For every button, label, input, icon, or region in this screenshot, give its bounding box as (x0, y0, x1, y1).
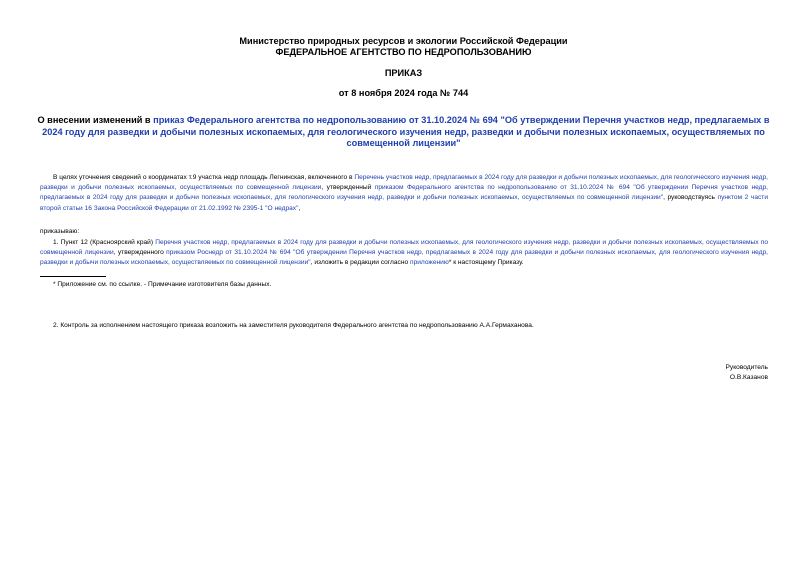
title-prefix: О внесении изменений в (37, 115, 154, 125)
para3-text-b: , утвержденного (113, 249, 167, 257)
paragraph-item-1 (40, 238, 768, 269)
agency-name: ФЕДЕРАЛЬНОЕ АГЕНТСТВО ПО НЕДРОПОЛЬЗОВАНИЮ (275, 47, 532, 57)
paragraph-preamble (40, 173, 768, 214)
signatory-name: О.В.Казанов (729, 374, 768, 382)
footnote-text: * Приложение см. по ссылке. - Примечание изготовителя базы данных. (53, 281, 272, 288)
signatory-position: Руководитель (725, 364, 768, 371)
para1-text-d: , (298, 204, 301, 212)
footnote (40, 280, 768, 290)
para1-link-order[interactable]: приказом Федерального агентства по недропользованию от 31.10.2024 № 694 "Об утверждении Перечня участков недр, предлагаемых в 2024 году для разведки и добычи полезных ископаемых, для геологического изучения недр, разведки и добычи полезных ископаемых, осуществляемых по совмещенной лицензии" (40, 184, 768, 202)
order-label: ПРИКАЗ (384, 68, 423, 78)
footnote-divider (40, 276, 106, 277)
para1-link-list[interactable]: Перечень участков недр, предлагаемых в 2024 году для разведки и добычи полезных ископаемых, для геологического изучения недр, разведки и добычи полезных ископаемых, осуществляемых по совмещенной лицензии (40, 174, 768, 192)
para3-link-order[interactable]: приказом Роснедр от 31.10.2024 № 694 "Об утверждении Перечня участков недр, предлагаемых в 2024 году для разведки и добычи полезных ископаемых, для геологического изучения недр, разведки и добычи полезных ископаемых, осуществляемых по совмещенной лицензии" (40, 249, 768, 267)
para4-text: 2. Контроль за исполнением настоящего приказа возложить на заместителя руководителя Федерального агентства по недропользованию А.А.Гермаханова. (53, 322, 534, 329)
para1-link-law[interactable]: пунктом 2 части второй статьи 16 Закона Российской Федерации от 21.02.1992 № 2395-1 "О недрах" (40, 194, 768, 212)
paragraph-item-2 (40, 321, 768, 331)
para3-text-a: 1. Пункт 12 (Красноярский край) (53, 239, 156, 246)
para3-link-list[interactable]: Перечня участков недр, предлагаемых в 2024 году для разведки и добычи полезных ископаемых, для геологического изучения недр, разведки и добычи полезных ископаемых, осуществляемых по совмещенной лицензии (40, 239, 768, 257)
para1-text-c: , руководствуясь (663, 194, 718, 202)
signature-block (560, 363, 768, 384)
document-header (0, 36, 807, 58)
para3-link-appendix[interactable]: приложению (410, 259, 449, 267)
para1-text-a: В целях уточнения сведений о координатах т.9 участка недр площадь Легнинская, включенного в (53, 174, 355, 181)
para1-text-b: , утвержденный (321, 184, 375, 192)
paragraph-order-word: приказываю: (40, 228, 80, 235)
order-date: от 8 ноября 2024 года № 744 (338, 88, 469, 98)
ministry-name: Министерство природных ресурсов и экологии Российской Федерации (239, 36, 568, 46)
title-link[interactable]: приказ Федерального агентства по недропользованию от 31.10.2024 № 694 "Об утверждении Перечня участков недр, предлагаемых в 2024 году для разведки и добычи полезных ископаемых, для геологического изучения недр, разведки и добычи полезных ископаемых, осуществляемых по совмещенной лицензии" (42, 115, 770, 148)
para3-text-d: * к настоящему Приказу. (448, 259, 524, 267)
document-title (36, 115, 771, 150)
para3-text-c: , изложить в редакции согласно (310, 259, 410, 267)
